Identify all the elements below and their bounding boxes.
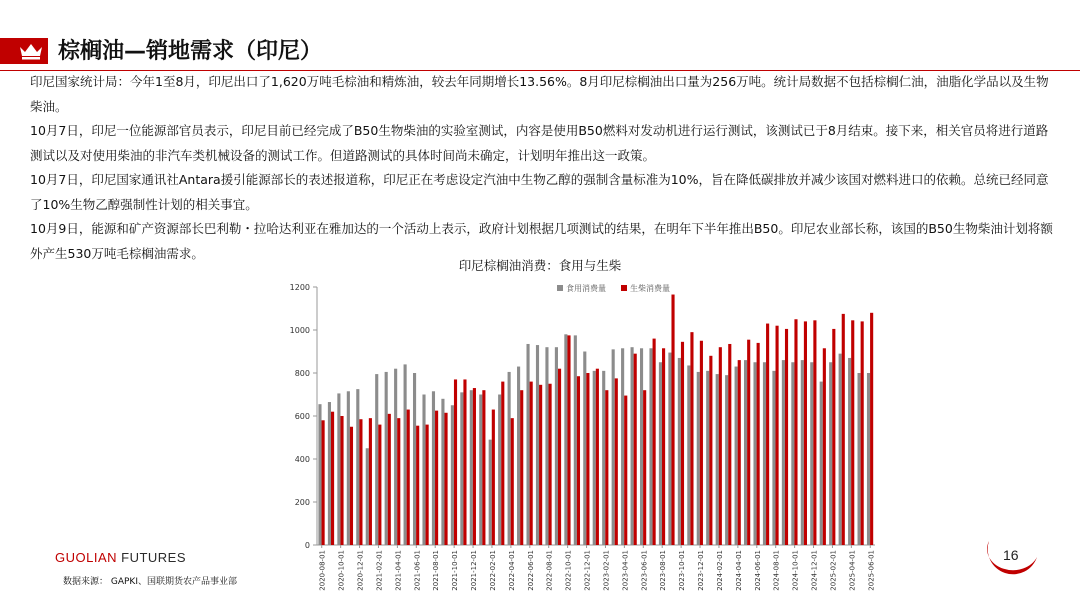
bar-edible [687, 365, 690, 545]
bar-biodiesel [794, 319, 797, 545]
bar-edible [668, 353, 671, 545]
x-tick-label: 2021-12-01 [470, 550, 479, 591]
bar-edible [649, 348, 652, 545]
bar-edible [328, 402, 331, 545]
bar-edible [612, 349, 615, 545]
bar-biodiesel [549, 384, 552, 545]
bar-biodiesel [757, 343, 760, 545]
bar-biodiesel [369, 418, 372, 545]
bar-edible [744, 360, 747, 545]
bar-edible [413, 373, 416, 545]
x-tick-label: 2023-08-01 [659, 550, 668, 591]
bar-biodiesel [463, 379, 466, 545]
bar-biodiesel [577, 376, 580, 545]
x-tick-label: 2021-08-01 [432, 550, 441, 591]
bar-edible [451, 405, 454, 545]
bar-biodiesel [823, 348, 826, 545]
page-number: 16 [1003, 547, 1019, 563]
bar-edible [404, 364, 407, 545]
bar-edible [517, 367, 520, 545]
x-tick-label: 2024-10-01 [791, 550, 800, 591]
bar-biodiesel [681, 342, 684, 545]
x-tick-label: 2024-04-01 [734, 550, 743, 591]
title-bar [0, 30, 1080, 70]
legend-swatch-edible [557, 285, 563, 291]
bar-edible [536, 345, 539, 545]
bar-edible [753, 362, 756, 545]
paragraph: 10月7日，印尼国家通讯社Antara援引能源部长的表述报道称，印尼正在考虑设定汽油中生物乙醇的强制含量标准为10%，旨在降低碳排放并减少该国对燃料进口的依赖。总统已经同意了10%生物乙醇强制性计划的相关事宜。 [30, 172, 1049, 212]
bar-edible [432, 391, 435, 545]
bar-edible [498, 395, 501, 546]
bar-edible [735, 367, 738, 545]
y-tick-label: 1200 [289, 283, 310, 292]
bar-edible [640, 348, 643, 545]
bar-biodiesel [671, 295, 674, 545]
bar-edible [791, 362, 794, 545]
x-tick-label: 2020-08-01 [318, 550, 327, 591]
x-tick-label: 2021-10-01 [451, 550, 460, 591]
brand-logo [55, 550, 186, 565]
x-tick-label: 2023-12-01 [697, 550, 706, 591]
bar-edible [593, 371, 596, 545]
bar-edible [545, 347, 548, 545]
bar-biodiesel [719, 347, 722, 545]
bar-edible [356, 389, 359, 545]
bar-edible [318, 404, 321, 545]
y-tick-label: 400 [294, 455, 310, 464]
x-tick-label: 2021-04-01 [394, 550, 403, 591]
bar-edible [839, 354, 842, 545]
brand-name-part2: FUTURES [117, 550, 187, 565]
bar-edible [479, 395, 482, 546]
bar-edible [820, 382, 823, 545]
bar-biodiesel [662, 348, 665, 545]
x-tick-label: 2020-10-01 [337, 550, 346, 591]
bar-biodiesel [350, 427, 353, 545]
legend-label-biodiesel: 生柴消费量 [630, 284, 670, 293]
x-tick-label: 2021-06-01 [413, 550, 422, 591]
brand-name-part1: GUOLIAN [55, 550, 118, 565]
x-tick-label: 2021-02-01 [375, 550, 384, 591]
bar-edible [829, 362, 832, 545]
chart-title: 印尼棕榈油消费：食用与生柴 [458, 258, 622, 273]
bar-biodiesel [747, 340, 750, 545]
bar-edible [460, 392, 463, 545]
data-source: 数据来源： GAPKI、国联期货农产品事业部 [63, 577, 237, 587]
bar-edible [366, 448, 369, 545]
bar-edible [716, 374, 719, 545]
bar-edible [489, 440, 492, 545]
bar-biodiesel [397, 418, 400, 545]
x-tick-label: 2024-12-01 [810, 550, 819, 591]
bar-edible [772, 371, 775, 545]
bar-edible [564, 334, 567, 545]
bar-biodiesel [766, 324, 769, 545]
bar-biodiesel [861, 321, 864, 545]
y-tick-label: 200 [294, 498, 310, 507]
bar-edible [583, 352, 586, 546]
bar-edible [574, 335, 577, 545]
bar-biodiesel [539, 385, 542, 545]
paragraph: 10月9日，能源和矿产资源部长巴利勒・拉哈达利亚在雅加达的一个活动上表示，政府计划根据几项测试的结果，在明年下半年推出B50。印尼农业部长称，该国的B50生物柴油计划将额外产生530万吨毛棕榈油需求。 [30, 221, 1053, 261]
x-tick-label: 2025-02-01 [829, 550, 838, 591]
bar-biodiesel [851, 320, 854, 545]
x-tick-label: 2022-10-01 [564, 550, 573, 591]
consumption-bar-chart [270, 275, 890, 605]
x-tick-label: 2023-06-01 [640, 550, 649, 591]
bar-biodiesel [690, 332, 693, 545]
x-tick-label: 2022-08-01 [545, 550, 554, 591]
bar-biodiesel [728, 344, 731, 545]
paragraph: 10月7日，印尼一位能源部官员表示，印尼目前已经完成了B50生物柴油的实验室测试，内容是使用B50燃料对发动机进行运行测试，该测试已于8月结束。接下来，相关官员将进行道路测试以及对使用柴油的非汽车类机械设备的测试工作。但道路测试的具体时间尚未确定，计划明年推出这一政策。 [30, 123, 1049, 163]
y-tick-label: 0 [304, 541, 310, 550]
x-tick-label: 2022-04-01 [507, 550, 516, 591]
bar-biodiesel [870, 313, 873, 545]
bar-edible [867, 373, 870, 545]
bar-edible [706, 371, 709, 545]
bar-biodiesel [322, 420, 325, 545]
legend-swatch-biodiesel [621, 285, 627, 291]
bar-edible [848, 358, 851, 545]
bar-biodiesel [511, 418, 514, 545]
bar-edible [725, 375, 728, 545]
bar-biodiesel [454, 379, 457, 545]
bar-biodiesel [785, 329, 788, 545]
bar-edible [347, 391, 350, 545]
bar-biodiesel [340, 416, 343, 545]
bar-edible [621, 348, 624, 545]
bar-biodiesel [700, 341, 703, 545]
x-tick-label: 2025-06-01 [867, 550, 876, 591]
bar-edible [422, 395, 425, 546]
bar-biodiesel [738, 360, 741, 545]
bar-biodiesel [842, 314, 845, 545]
bar-biodiesel [501, 382, 504, 545]
bar-edible [782, 360, 785, 545]
page-title: 棕榈油—销地需求（印尼） [58, 39, 323, 64]
body-text [30, 70, 1060, 266]
bar-biodiesel [492, 410, 495, 545]
x-tick-label: 2022-12-01 [583, 550, 592, 591]
bar-biodiesel [416, 426, 419, 545]
x-tick-label: 2022-02-01 [488, 550, 497, 591]
bar-edible [385, 372, 388, 545]
paragraph: 印尼国家统计局：今年1至8月，印尼出口了1,620万吨毛棕油和精炼油，较去年同期增长13.56%。8月印尼棕榈油出口量为256万吨。统计局数据不包括棕榈仁油，油脂化学品以及生物柴油。 [30, 74, 1049, 114]
x-tick-label: 2023-10-01 [678, 550, 687, 591]
bar-biodiesel [359, 419, 362, 545]
bar-edible [858, 373, 861, 545]
bar-biodiesel [482, 390, 485, 545]
bar-biodiesel [473, 388, 476, 545]
y-tick-label: 600 [294, 412, 310, 421]
bar-biodiesel [586, 373, 589, 545]
crown-icon [18, 42, 44, 60]
bar-biodiesel [558, 369, 561, 545]
bar-biodiesel [567, 335, 570, 545]
x-tick-label: 2020-12-01 [356, 550, 365, 591]
bar-biodiesel [634, 354, 637, 545]
bar-biodiesel [709, 356, 712, 545]
bar-biodiesel [624, 396, 627, 545]
bar-biodiesel [653, 339, 656, 545]
bar-biodiesel [435, 411, 438, 545]
bar-biodiesel [776, 326, 779, 545]
bar-edible [678, 358, 681, 545]
bar-edible [555, 347, 558, 545]
bar-edible [801, 360, 804, 545]
y-tick-label: 1000 [289, 326, 310, 335]
x-tick-label: 2022-06-01 [526, 550, 535, 591]
bar-edible [394, 369, 397, 545]
x-tick-label: 2023-04-01 [621, 550, 630, 591]
bar-biodiesel [596, 369, 599, 545]
x-tick-label: 2024-02-01 [715, 550, 724, 591]
x-tick-label: 2024-08-01 [772, 550, 781, 591]
bar-edible [337, 393, 340, 545]
bar-edible [659, 362, 662, 545]
y-tick-label: 800 [294, 369, 310, 378]
bar-biodiesel [331, 412, 334, 545]
bar-edible [763, 362, 766, 545]
bar-biodiesel [426, 425, 429, 545]
bar-edible [602, 371, 605, 545]
bar-biodiesel [378, 425, 381, 545]
bar-biodiesel [444, 413, 447, 545]
bar-edible [697, 372, 700, 545]
bar-edible [631, 347, 634, 545]
bar-biodiesel [407, 410, 410, 545]
bar-biodiesel [643, 390, 646, 545]
x-tick-label: 2025-04-01 [848, 550, 857, 591]
bar-edible [470, 390, 473, 545]
bar-edible [375, 374, 378, 545]
bar-edible [508, 372, 511, 545]
x-tick-label: 2024-06-01 [753, 550, 762, 591]
x-tick-label: 2023-02-01 [602, 550, 611, 591]
bar-biodiesel [804, 321, 807, 545]
bar-edible [526, 344, 529, 545]
bar-biodiesel [520, 390, 523, 545]
bar-edible [441, 399, 444, 545]
bar-biodiesel [605, 390, 608, 545]
legend-label-edible: 食用消费量 [566, 284, 606, 293]
bar-edible [810, 362, 813, 545]
bar-biodiesel [530, 382, 533, 545]
bar-biodiesel [388, 414, 391, 545]
bar-biodiesel [615, 378, 618, 545]
bar-biodiesel [832, 329, 835, 545]
bar-biodiesel [813, 320, 816, 545]
